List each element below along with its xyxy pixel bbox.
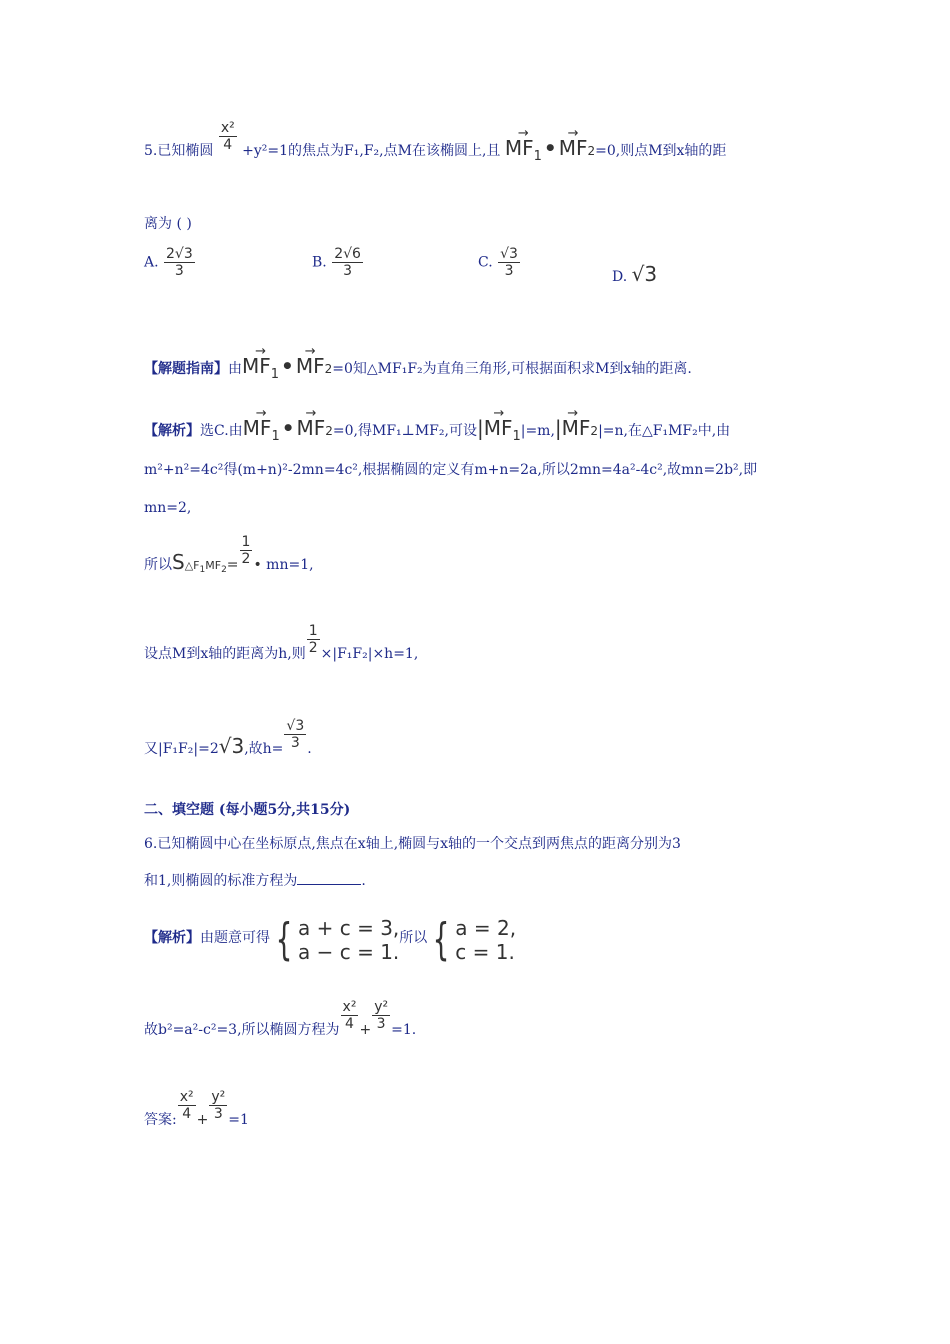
final-line: 又|F₁F₂|=2√3,故h= $\frac{√3}{3}$ . [144, 717, 312, 758]
q5-line2: 离为 ( ) [144, 216, 192, 232]
q5-line1: 5.已知椭圆 $\frac{\text{x²}}{4}$ +y²=1的焦点为F₁,F₂,点M在该椭圆上,且 → $MF_1$ •→ MF2=0,则点M到x轴的距 [144, 138, 726, 167]
vector-mf1: → $MF_1$ [505, 138, 542, 167]
option-a: A. $\frac{2√3}{3}$ [144, 246, 193, 279]
analysis-line1: 【解析】选C.由→ $MF_1$ •→ MF2=0,得MF₁⊥MF₂,可设→ $|MF_1|=m,\to |MF2|=n$,在△F₁MF₂中,由 [144, 418, 730, 447]
q6-line1: 6.已知椭圆中心在坐标原点,焦点在x轴上,椭圆与x轴的一个交点到两焦点的距离分别为3 [144, 836, 681, 852]
vector-mf2: → MF [559, 138, 588, 158]
q6-analysis: 【解析】由题意可得 { a + c = 3, a − c = 1. 所以 { a = 2, c = 1. [144, 910, 516, 966]
option-c: C. $\frac{√3}{3}$ [478, 246, 518, 279]
q6-conclusion: 故b²=a²-c²=3,所以椭圆方程为 $\frac{\text{x²}}{4}$ + $\frac{\text{y²}}{3}$ =1. [144, 998, 417, 1038]
ellipse-frac: $\frac{\text{x²}}{4}$ [220, 119, 235, 153]
option-b: B. $\frac{2√6}{3}$ [312, 246, 361, 279]
system-1: { a + c = 3, a − c = 1. [275, 913, 400, 965]
area-line: 所以$S\triangle F_1MF_2=$ $\frac{1}{2}$ • mn=1, [144, 533, 314, 576]
answer-blank [297, 870, 361, 885]
section2-title: 二、填空题 (每小题5分,共15分) [144, 802, 351, 818]
q6-answer: 答案: $\frac{\text{x²}}{4}$ + $\frac{\text{y²}}{3}$ =1 [144, 1088, 249, 1128]
analysis-line3: mn=2, [144, 500, 192, 516]
analysis-line2: m²+n²=4c²得(m+n)²-2mn=4c²,根据椭圆的定义有m+n=2a,所以2mn=4a²-4c²,故mn=2b²,即 [144, 462, 758, 478]
h-line: 设点M到x轴的距离为h,则 $\frac{1}{2}$ ×|F₁F₂|×h=1, [144, 622, 419, 662]
hint-tag: 【解题指南】 [144, 361, 228, 377]
q6-line2: 和1,则椭圆的标准方程为 . [144, 870, 366, 891]
q5-ellipse-tail: +y²=1的焦点为F₁,F₂,点M在该椭圆上,且 [242, 143, 501, 159]
analysis-tag: 【解析】 [144, 423, 200, 439]
option-d: D. √3 [612, 262, 658, 286]
hint-line: 【解题指南】由→ $MF_1$ •→ MF2=0知△MF₁F₂为直角三角形,可根据面积求M到x轴的距离. [144, 356, 692, 385]
system-2: { a = 2, c = 1. [432, 913, 517, 965]
q5-cond-tail: =0,则点M到x轴的距 [595, 143, 727, 159]
q5-prefix: 5.已知椭圆 [144, 143, 214, 159]
